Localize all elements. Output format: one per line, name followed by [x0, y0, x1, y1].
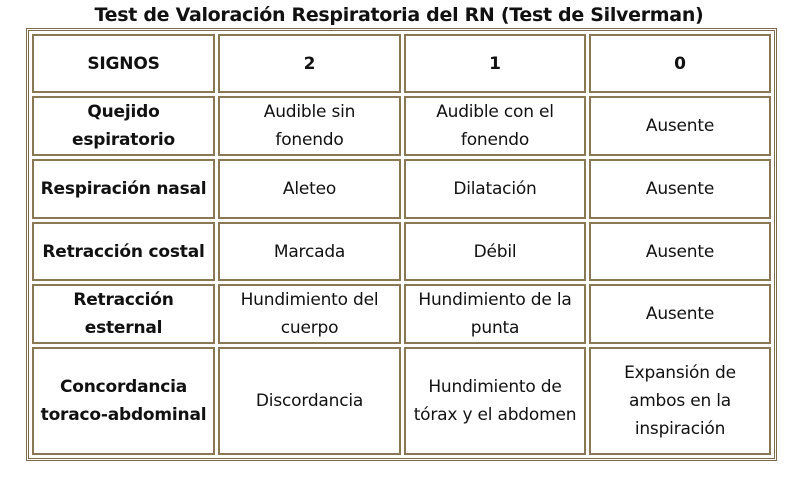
cell-line: Discordancia	[255, 391, 364, 411]
cell-line: Marcada	[273, 241, 346, 262]
score-2-cell	[218, 347, 401, 455]
table-row	[32, 347, 771, 455]
cell-line: Débil	[473, 241, 517, 262]
score-1-cell	[404, 347, 586, 455]
sign-cell	[32, 222, 215, 281]
score-0-cell	[589, 284, 771, 344]
score-2-cell	[218, 222, 401, 281]
cell-line: Concordancia	[59, 377, 188, 397]
cell-line: inspiración	[634, 419, 726, 439]
cell-line: Hundimiento de la	[418, 290, 572, 310]
cell-line: punta	[470, 318, 520, 338]
cell-line: Audible sin	[263, 102, 356, 122]
cell-line: Respiración nasal	[40, 179, 207, 199]
sign-cell	[32, 159, 215, 219]
header-cell-signos: SIGNOS	[32, 34, 215, 93]
score-1-cell	[404, 222, 586, 281]
silverman-table	[26, 28, 777, 461]
cell-line: fonendo	[275, 130, 344, 150]
table-row	[32, 284, 771, 344]
cell-line: Ausente	[645, 116, 715, 136]
cell-line: fonendo	[460, 130, 530, 150]
table-row	[32, 96, 771, 156]
score-0-cell	[589, 159, 771, 219]
cell-line: Expansión de	[624, 363, 736, 383]
cell-line: Audible con el	[436, 102, 554, 122]
header-cell-score-2: 2	[218, 34, 401, 93]
score-2-cell	[218, 96, 401, 156]
score-0-cell	[589, 347, 771, 455]
sign-cell	[32, 96, 215, 156]
cell-line: tórax y el abdomen	[413, 405, 577, 425]
score-1-cell	[404, 159, 586, 219]
score-1-cell	[404, 96, 586, 156]
table-row	[32, 159, 771, 219]
sign-cell	[32, 284, 215, 344]
cell-line: Hundimiento del	[240, 290, 379, 310]
header-cell-score-0: 0	[589, 34, 771, 93]
cell-line: Hundimiento de	[428, 377, 562, 397]
cell-line: Ausente	[645, 179, 715, 199]
cell-line: cuerpo	[280, 318, 339, 338]
score-1-cell	[404, 284, 586, 344]
cell-line: Retracción costal	[42, 241, 205, 262]
cell-line: ambos en la	[628, 391, 731, 411]
cell-line: Ausente	[645, 241, 715, 262]
table-header-row	[32, 34, 771, 93]
sign-cell	[32, 347, 215, 455]
cell-line: Aleteo	[282, 179, 337, 199]
header-cell-score-1: 1	[404, 34, 586, 93]
page-title: Test de Valoración Respiratoria del RN (Test de Silverman)	[94, 4, 704, 26]
score-0-cell	[589, 222, 771, 281]
cell-line: Quejido	[87, 102, 160, 122]
cell-line: Ausente	[645, 304, 715, 324]
cell-line: Retracción	[73, 290, 174, 310]
score-2-cell	[218, 159, 401, 219]
cell-line: toraco-abdominal	[40, 405, 207, 425]
score-2-cell	[218, 284, 401, 344]
cell-line: esternal	[84, 318, 163, 338]
cell-line: Dilatación	[453, 179, 537, 199]
cell-line: espiratorio	[72, 130, 175, 150]
table-row	[32, 222, 771, 281]
score-0-cell	[589, 96, 771, 156]
